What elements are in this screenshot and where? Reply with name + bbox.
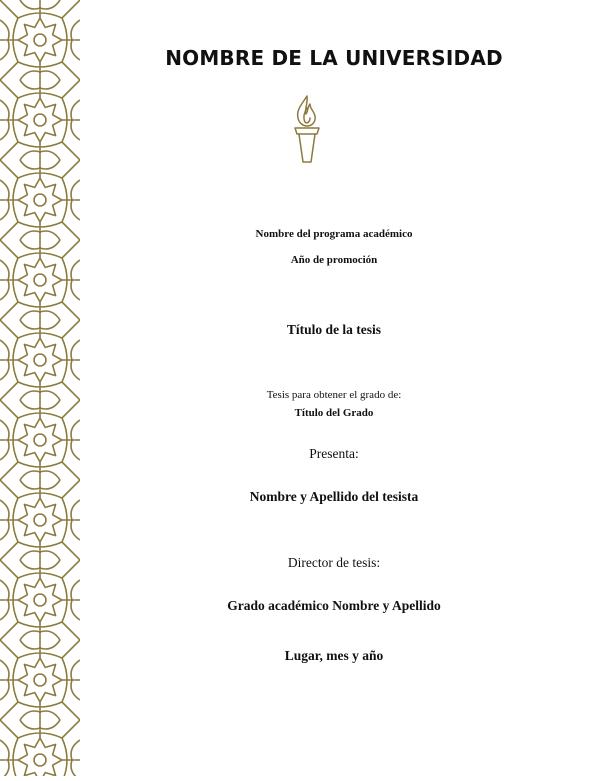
decorative-border [0, 0, 80, 776]
graduation-year: Año de promoción [290, 254, 378, 266]
director-name: Grado académico Nombre y Apellido [227, 598, 441, 613]
director-label: Director de tesis: [287, 555, 381, 570]
university-name: NOMBRE DE LA UNIVERSIDAD [165, 46, 503, 70]
cover-page [80, 0, 588, 776]
place-date: Lugar, mes y año [284, 648, 384, 663]
program-name: Nombre del programa académico [255, 228, 413, 240]
degree-title: Título del Grado [294, 407, 374, 419]
torch-icon [290, 94, 324, 166]
thesis-title: Título de la tesis [286, 322, 382, 337]
student-name: Nombre y Apellido del tesista [249, 489, 419, 504]
degree-intro: Tesis para obtener el grado de: [266, 389, 402, 401]
presented-by-label: Presenta: [309, 446, 359, 461]
